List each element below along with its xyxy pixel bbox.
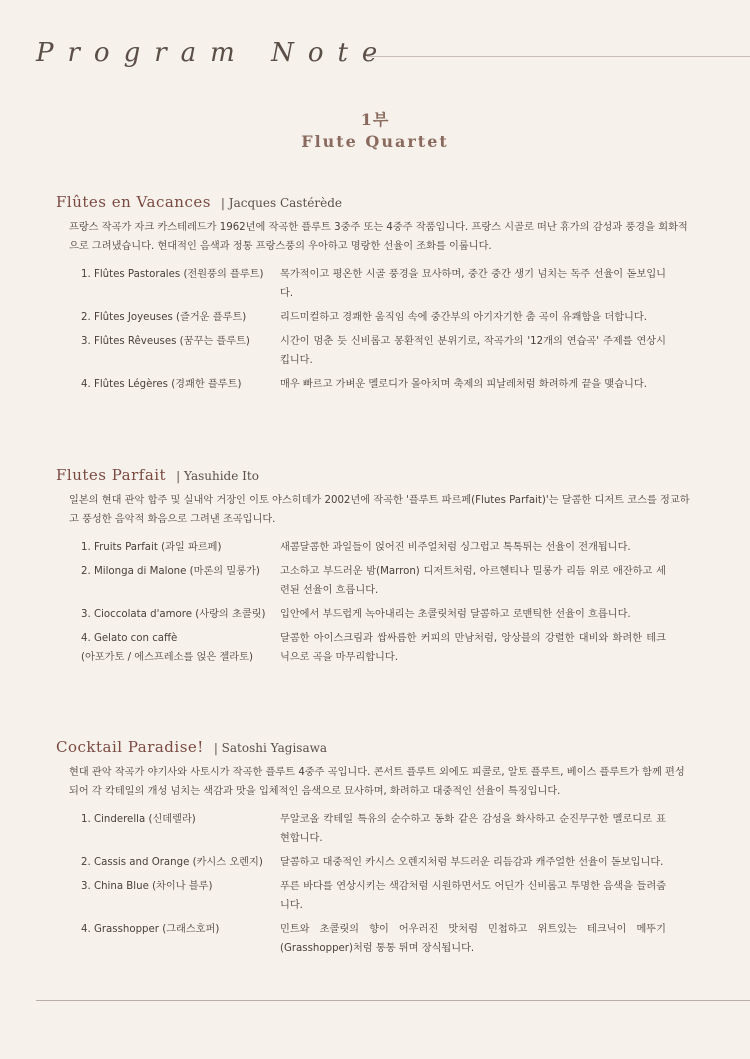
movement-title: 3. China Blue (차이나 블루) xyxy=(81,881,213,892)
movement-item xyxy=(56,920,692,958)
section-flutes-parfait xyxy=(56,464,692,672)
movement-title: 3. Flûtes Rêveuses (꿈꾸는 플루트) xyxy=(81,336,250,347)
section-cocktail-paradise xyxy=(56,736,692,963)
movement-item xyxy=(56,332,692,370)
work-title: Cocktail Paradise! xyxy=(56,738,204,756)
movement-title: 1. Cinderella (신데렐라) xyxy=(81,814,196,825)
movement-title: 2. Cassis and Orange (카시스 오렌지) xyxy=(81,857,263,868)
part-heading xyxy=(0,110,750,154)
movement-item xyxy=(56,562,692,600)
movement-title: 1. Flûtes Pastorales (전원풍의 플루트) xyxy=(81,269,264,280)
movement-description: 무알코올 칵테일 특유의 순수하고 동화 같은 감성을 화사하고 순진무구한 멜로디로 표현합니다. xyxy=(280,814,666,844)
movement-list xyxy=(56,538,692,667)
movement-description: 리드미컬하고 경쾌한 움직임 속에 중간부의 아기자기한 춤 곡이 유쾌함을 더합니다. xyxy=(280,312,647,323)
composer-name: | Satoshi Yagisawa xyxy=(213,741,328,755)
movement-description: 매우 빠르고 가벼운 멜로디가 몰아치며 축제의 피날레처럼 화려하게 끝을 맺습니다. xyxy=(280,379,647,390)
movement-title: 2. Milonga di Malone (마론의 밀롱가) xyxy=(81,566,260,577)
movement-description: 달콤하고 대중적인 카시스 오렌지처럼 부드러운 리듬감과 캐주얼한 선율이 돋보입니다. xyxy=(280,857,664,868)
movement-description: 목가적이고 평온한 시골 풍경을 묘사하며, 중간 중간 생기 넘치는 독주 선율이 돋보입니다. xyxy=(280,269,666,299)
section-title xyxy=(56,191,692,213)
work-title: Flûtes en Vacances xyxy=(56,193,211,211)
movement-title: 4. Gelato con caffè (아포가토 / 에스프레소를 얹은 젤라토) xyxy=(81,633,253,663)
movement-item xyxy=(56,877,692,915)
header-divider xyxy=(367,56,750,57)
work-title: Flutes Parfait xyxy=(56,466,167,484)
movement-item xyxy=(56,538,692,557)
movement-title: 1. Fruits Parfait (과일 파르페) xyxy=(81,542,222,553)
section-description: 현대 관악 작곡가 야기사와 사토시가 작곡한 플루트 4중주 곡입니다. 콘서트 플루트 외에도 피콜로, 알토 플루트, 베이스 플루트가 함께 편성되어 각 칵테일의 개성 넘치는 색감과 맛을 입체적인 음색으로 묘사하며, 화려하고 대중적인 선율이 특징입니다. xyxy=(69,767,685,797)
section-flutes-en-vacances xyxy=(56,191,692,399)
movement-title: 4. Flûtes Légères (경쾌한 플루트) xyxy=(81,379,242,390)
part-subtitle: Flute Quartet xyxy=(301,132,449,151)
section-title xyxy=(56,464,692,486)
movement-item xyxy=(56,265,692,303)
movement-item xyxy=(56,629,692,667)
movement-description: 푸른 바다를 연상시키는 색감처럼 시원하면서도 어딘가 신비롭고 투명한 음색을 들려줍니다. xyxy=(280,881,666,911)
movement-item xyxy=(56,605,692,624)
section-description: 프랑스 작곡가 자크 카스테레드가 1962년에 작곡한 플루트 3중주 또는 4중주 작품입니다. 프랑스 시골로 떠난 휴가의 감성과 풍경을 회화적으로 그려냈습니다. 현대적인 음색과 정통 프랑스풍의 우아하고 명랑한 선율이 조화를 이룹니다. xyxy=(69,222,688,252)
movement-title: 4. Grasshopper (그래스호퍼) xyxy=(81,924,220,935)
movement-description: 달콤한 아이스크림과 쌉싸름한 커피의 만남처럼, 앙상블의 강렬한 대비와 화려한 테크닉으로 곡을 마무리합니다. xyxy=(280,633,666,663)
composer-name: | Yasuhide Ito xyxy=(176,469,259,483)
movement-description: 시간이 멈춘 듯 신비롭고 몽환적인 분위기로, 작곡가의 '12개의 연습곡' 주제를 연상시킵니다. xyxy=(280,336,666,366)
movement-list xyxy=(56,265,692,394)
page-title: Program Note xyxy=(36,38,392,68)
movement-description: 고소하고 부드러운 밤(Marron) 디저트처럼, 아르헨티나 밀롱가 리듬 위로 애잔하고 세련된 선율이 흐릅니다. xyxy=(280,566,666,596)
movement-list xyxy=(56,810,692,958)
section-description: 일본의 현대 관악 합주 및 실내악 거장인 이토 야스히데가 2002년에 작곡한 '플루트 파르페(Flutes Parfait)'는 달콤한 디저트 코스를 정교하고 풍성한 음악적 화음으로 그려낸 조곡입니다. xyxy=(69,495,690,525)
part-number: 1부 xyxy=(360,110,390,129)
movement-item xyxy=(56,853,692,872)
movement-description: 민트와 초콜릿의 향이 어우러진 맛처럼 민첩하고 위트있는 테크닉이 메뚜기(Grasshopper)처럼 통통 튀며 장식됩니다. xyxy=(280,924,666,954)
header xyxy=(0,38,750,78)
movement-description: 입안에서 부드럽게 녹아내리는 초콜릿처럼 달콤하고 로맨틱한 선율이 흐릅니다. xyxy=(280,609,631,620)
footer-divider xyxy=(36,1000,750,1001)
movement-item xyxy=(56,375,692,394)
movement-item xyxy=(56,810,692,848)
section-title xyxy=(56,736,692,758)
movement-description: 새콤달콤한 과일들이 얹어진 비주얼처럼 싱그럽고 톡톡튀는 선율이 전개됩니다. xyxy=(280,542,631,553)
composer-name: | Jacques Castérède xyxy=(220,196,342,210)
movement-title: 3. Cioccolata d'amore (사랑의 초콜릿) xyxy=(81,609,266,620)
movement-title: 2. Flûtes Joyeuses (즐거운 플루트) xyxy=(81,312,247,323)
movement-item xyxy=(56,308,692,327)
